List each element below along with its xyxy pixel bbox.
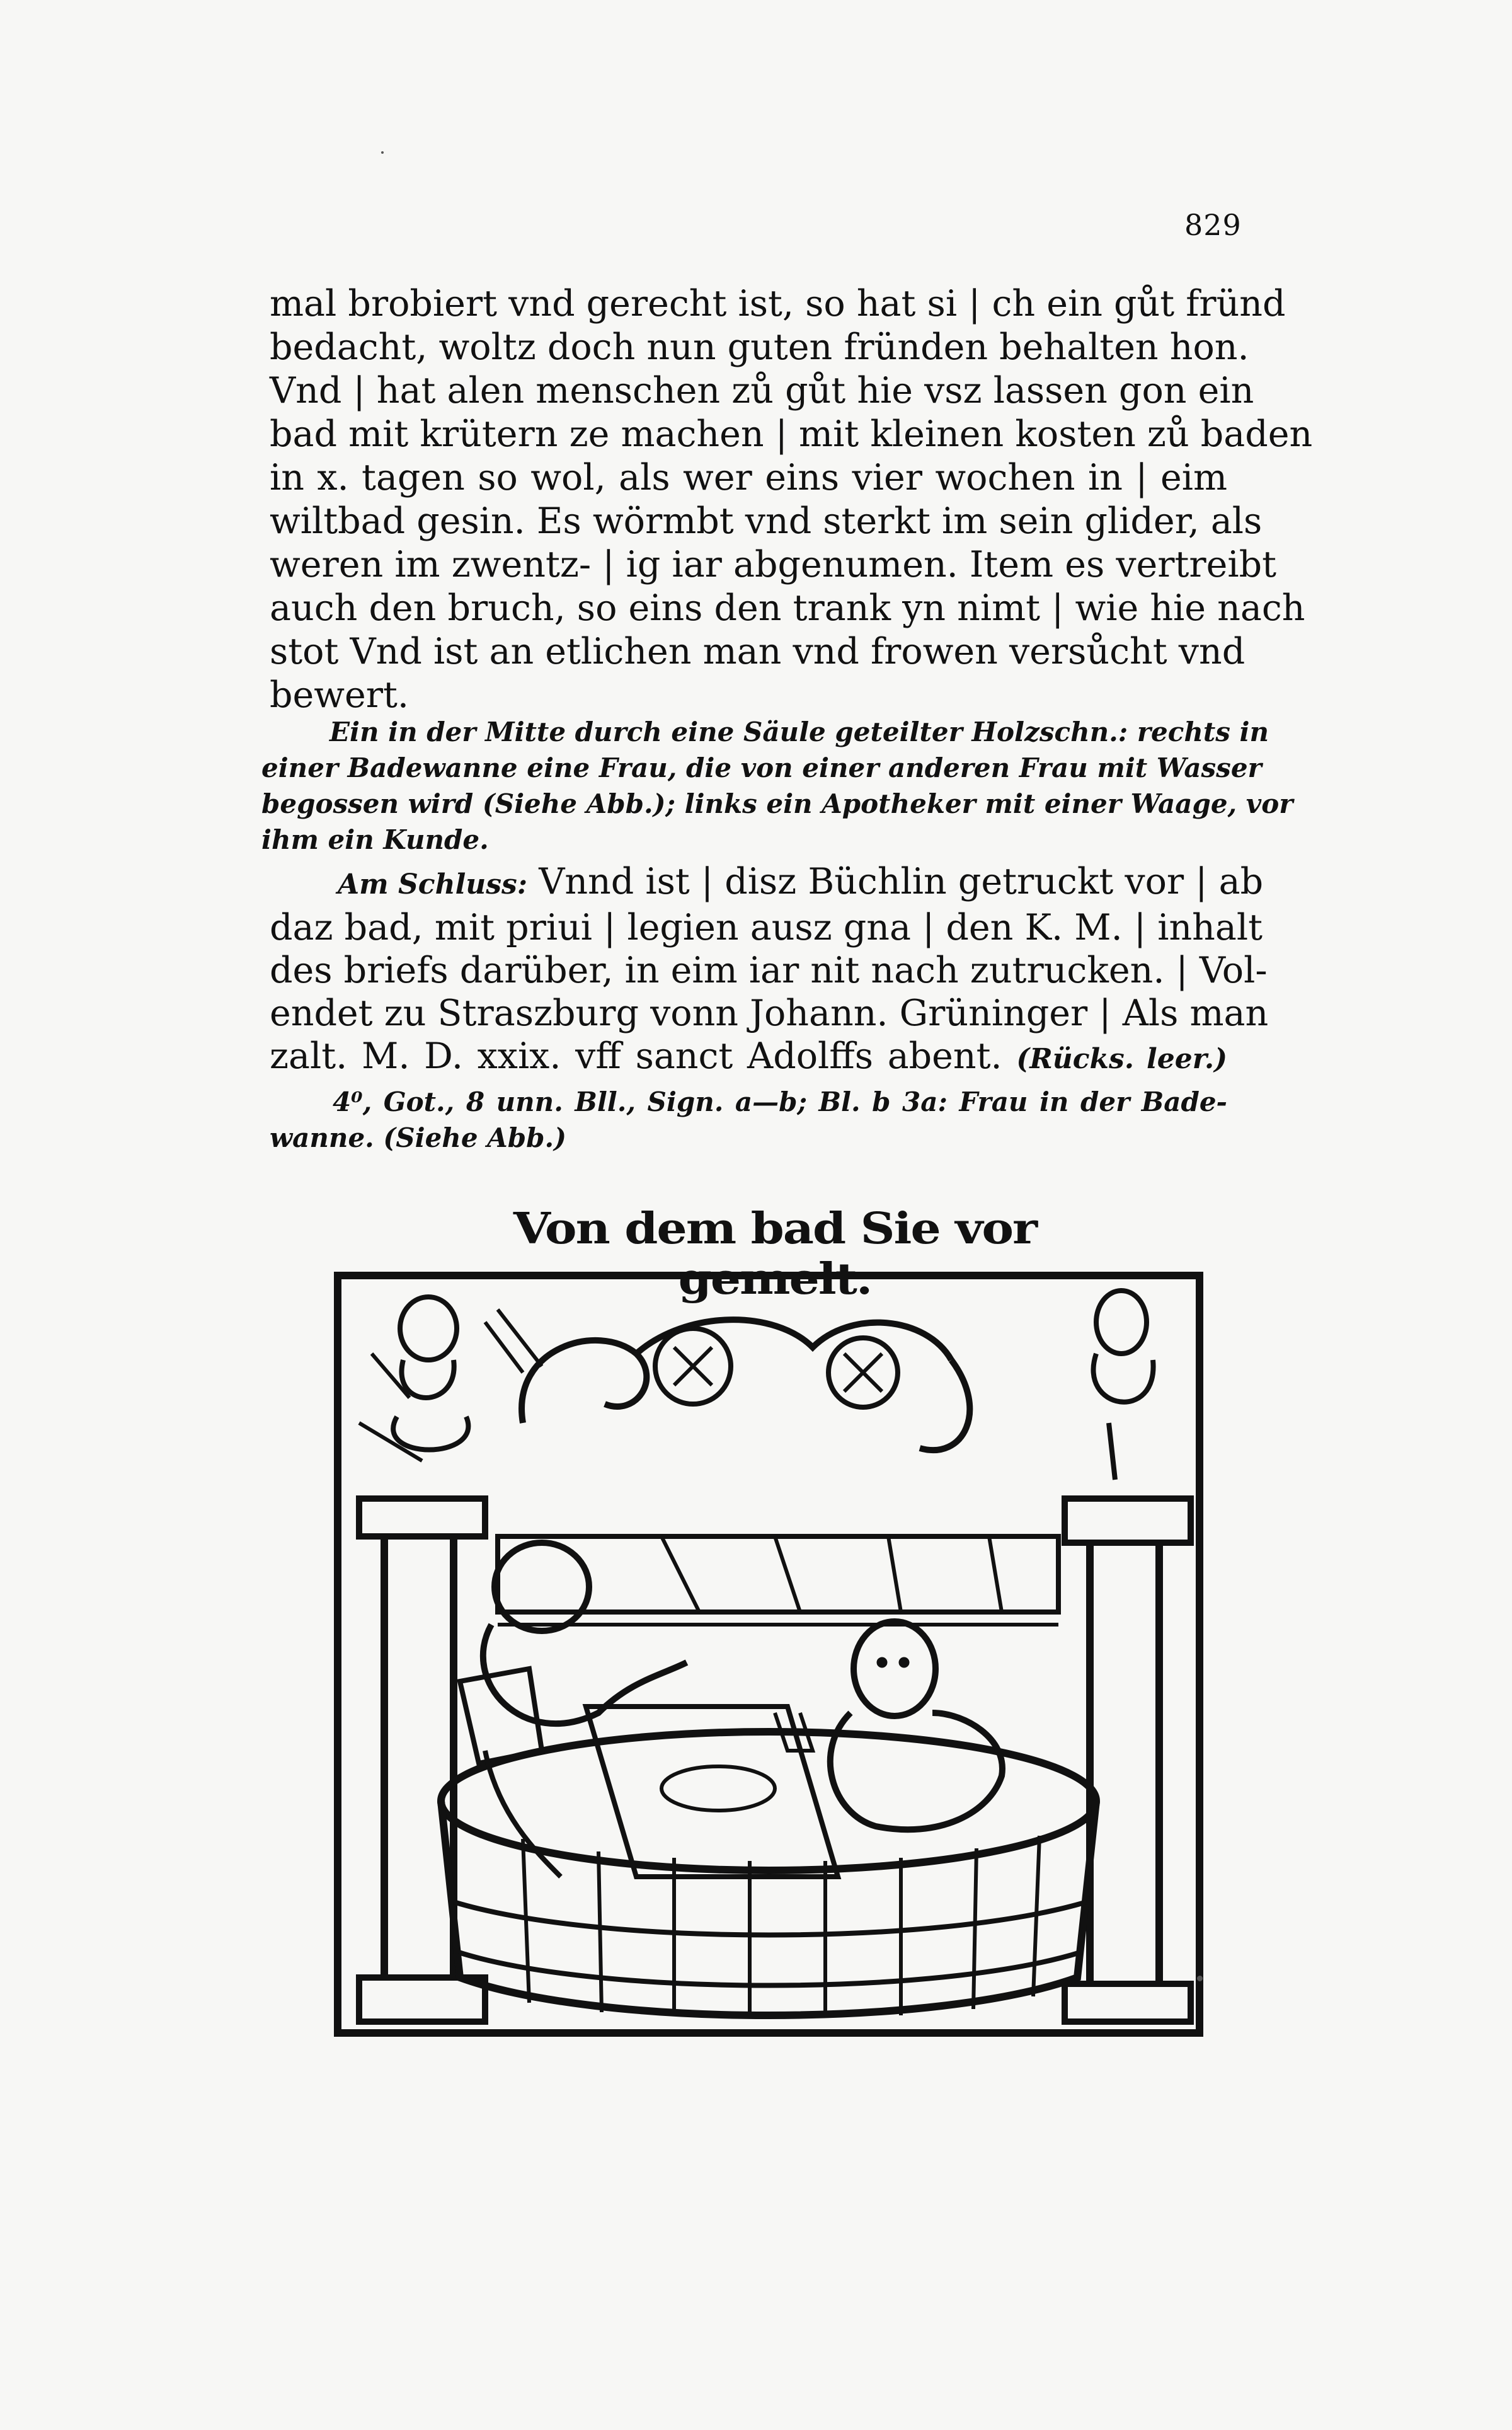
body-line: bewert.	[270, 674, 410, 716]
colophon-last-line	[270, 1035, 1227, 1081]
woodcut-illustration	[334, 1272, 1203, 2037]
format-line: 4⁰, Got., 8 unn. Bll., Sign. a—b; Bl. b 3a: Frau in der Bade-	[333, 1086, 1227, 1117]
woodcut-description	[261, 714, 1293, 858]
colophon	[270, 860, 1269, 1081]
body-line: Vnd | hat alen menschen zů gůt hie vsz lassen gon ein	[270, 370, 1254, 412]
description-line: ihm ein Kunde.	[261, 824, 489, 855]
colophon-line: des briefs darüber, in eim iar nit nach zutrucken. | Vol-	[270, 950, 1268, 991]
description-line: begossen wird (Siehe Abb.); links ein Apotheker mit einer Waage, vor	[261, 788, 1293, 819]
body-line: auch den bruch, so eins den trank yn nimt | wie hie nach	[270, 587, 1305, 629]
colophon-first-line	[270, 860, 1264, 906]
colophon-last-text: zalt. M. D. xxix. vff sanct Adolffs abent.	[270, 1035, 1002, 1077]
page-number: 829	[1184, 208, 1242, 242]
colophon-line: daz bad, mit priui | legien ausz gna | den K. M. | inhalt	[270, 907, 1263, 948]
format-note	[270, 1084, 1227, 1156]
format-line: wanne. (Siehe Abb.)	[270, 1122, 566, 1153]
body-line: stot Vnd ist an etlichen man vnd frowen versůcht vnd	[270, 631, 1246, 672]
body-line: in x. tagen so wol, als wer eins vier wochen in | eim	[270, 457, 1227, 498]
body-line: bedacht, woltz doch nun guten fründen behalten hon.	[270, 326, 1249, 368]
woodcut-caption: Von dem bad Sie vor gemelt.	[513, 1202, 1037, 1304]
description-line: einer Badewanne eine Frau, die von einer anderen Frau mit Wasser	[261, 752, 1262, 783]
colophon-line1-text: Vnnd ist | disz Büchlin getruckt vor | ab	[539, 861, 1264, 902]
colophon-line: endet zu Straszburg vonn Johann. Grüninger | Als man	[270, 993, 1269, 1034]
body-text	[270, 282, 1313, 717]
colophon-note: (Rücks. leer.)	[1016, 1043, 1228, 1075]
body-line: mal brobiert vnd gerecht ist, so hat si | ch ein gůt fründ	[270, 283, 1286, 325]
colophon-label: Am Schluss:	[338, 868, 528, 901]
paper-speck	[381, 151, 384, 154]
paper-speck	[1197, 1976, 1203, 1981]
body-line: bad mit krütern ze machen | mit kleinen kosten zů baden	[270, 413, 1313, 455]
description-line: Ein in der Mitte durch eine Säule geteilter Holzschn.: rechts in	[329, 717, 1269, 747]
body-line: wiltbad gesin. Es wörmbt vnd sterkt im sein glider, als	[270, 500, 1263, 542]
body-line: weren im zwentz- | ig iar abgenumen. Item es vertreibt	[270, 544, 1277, 585]
